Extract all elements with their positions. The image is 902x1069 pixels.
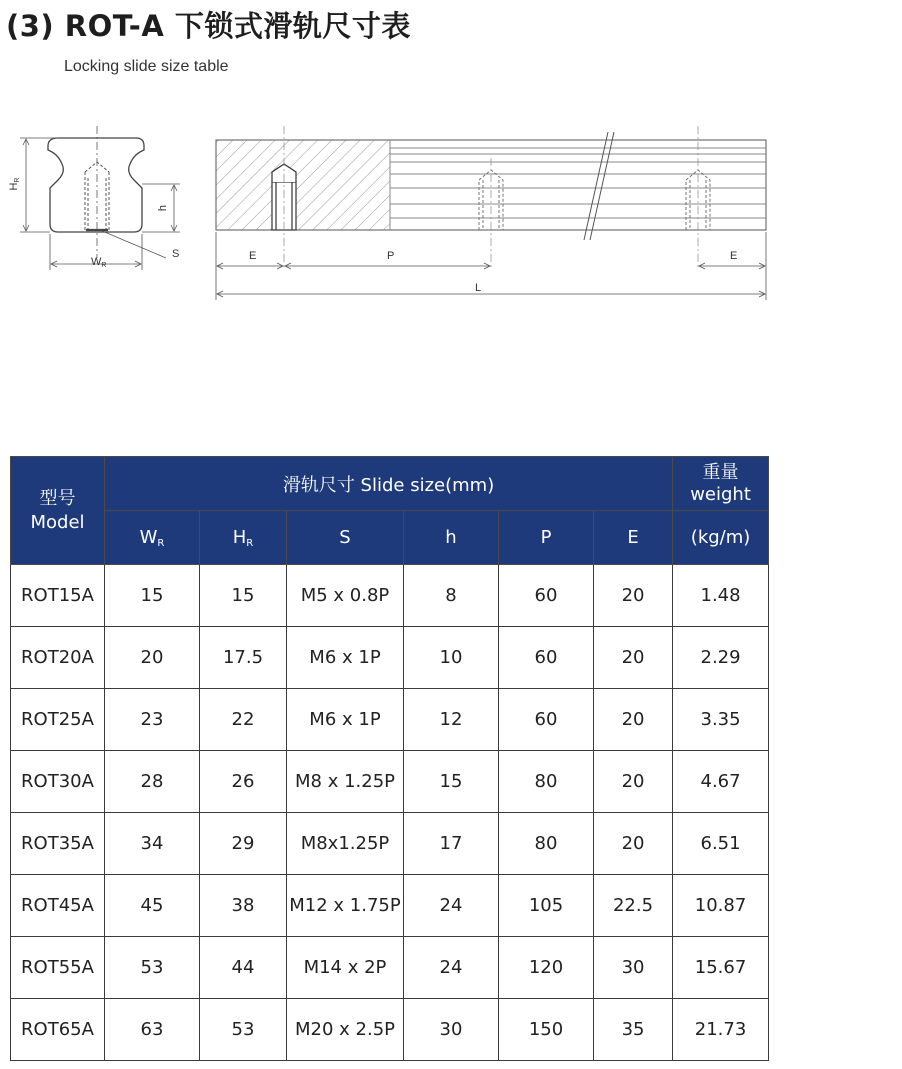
cell-wr: 20 [105,627,200,689]
cell-p: 60 [499,627,594,689]
slide-size-header: 滑轨尺寸 Slide size(mm) [105,457,673,511]
cell-e: 20 [594,751,673,813]
p-label: P [387,250,395,262]
cell-model: ROT30A [11,751,105,813]
col-header-hr: $H_R$ [200,511,287,565]
cell-e: 35 [594,999,673,1061]
wr-label: WR [91,256,107,269]
cell-s: M20 x 2.5P [287,999,404,1061]
l-label: L [475,282,482,294]
cell-p: 120 [499,937,594,999]
cell-weight: 4.67 [673,751,769,813]
cell-wr: 15 [105,565,200,627]
cell-model: ROT65A [11,999,105,1061]
col-header-p: P [499,511,594,565]
table-row [11,751,769,813]
table-subheader-row [11,511,769,565]
cell-hr: 22 [200,689,287,751]
table-row [11,627,769,689]
cell-s: M12 x 1.75P [287,875,404,937]
cell-hr: 26 [200,751,287,813]
cell-p: 60 [499,565,594,627]
cell-p: 60 [499,689,594,751]
cell-model: ROT35A [11,813,105,875]
cell-wr: 23 [105,689,200,751]
cell-e: 20 [594,689,673,751]
col-header-e: E [594,511,673,565]
weight-header: 重量 weight [673,457,769,511]
cell-e: 20 [594,813,673,875]
cell-s: M5 x 0.8P [287,565,404,627]
table-row [11,565,769,627]
col-header-wr: $W_R$ [105,511,200,565]
e-left-label: E [249,250,257,262]
cross-section-dimensions [20,138,180,270]
cell-wr: 63 [105,999,200,1061]
cell-wr: 34 [105,813,200,875]
page-title: (3) ROT-A 下锁式滑轨尺寸表 [6,9,411,43]
cell-weight: 21.73 [673,999,769,1061]
cell-weight: 10.87 [673,875,769,937]
table-header-row [11,457,769,511]
cell-e: 20 [594,565,673,627]
h-label: h [157,204,169,212]
cell-hr: 44 [200,937,287,999]
table-row [11,813,769,875]
cell-hr: 17.5 [200,627,287,689]
table-row [11,875,769,937]
cell-weight: 1.48 [673,565,769,627]
cell-e: 30 [594,937,673,999]
cell-weight: 6.51 [673,813,769,875]
cell-e: 22.5 [594,875,673,937]
cell-s: M6 x 1P [287,627,404,689]
model-header: 型号 Model [11,457,105,565]
cell-h: 8 [404,565,499,627]
cell-model: ROT55A [11,937,105,999]
cell-weight: 3.35 [673,689,769,751]
e-right-label: E [730,250,738,262]
cell-h: 10 [404,627,499,689]
cell-hr: 15 [200,565,287,627]
cell-s: M6 x 1P [287,689,404,751]
technical-drawing [0,118,780,308]
s-label: S [172,248,180,260]
cell-p: 80 [499,813,594,875]
col-header-s: S [287,511,404,565]
hr-label: HR [8,177,21,191]
table-row [11,999,769,1061]
col-header-weight-unit: (kg/m) [673,511,769,565]
cell-h: 17 [404,813,499,875]
cell-weight: 2.29 [673,627,769,689]
cell-model: ROT25A [11,689,105,751]
cell-hr: 53 [200,999,287,1061]
cell-p: 150 [499,999,594,1061]
cell-s: M8x1.25P [287,813,404,875]
cell-model: ROT45A [11,875,105,937]
col-header-h: h [404,511,499,565]
cell-h: 15 [404,751,499,813]
cell-wr: 53 [105,937,200,999]
cell-p: 105 [499,875,594,937]
page-subtitle: Locking slide size table [64,58,229,75]
rail-cross-section [48,126,144,258]
cell-wr: 28 [105,751,200,813]
table-row [11,689,769,751]
cell-wr: 45 [105,875,200,937]
cell-weight: 15.67 [673,937,769,999]
cell-model: ROT15A [11,565,105,627]
cell-s: M14 x 2P [287,937,404,999]
cell-e: 20 [594,627,673,689]
table-row [11,937,769,999]
cell-h: 30 [404,999,499,1061]
cell-h: 24 [404,875,499,937]
cell-h: 24 [404,937,499,999]
cell-s: M8 x 1.25P [287,751,404,813]
rail-side-view [216,126,766,268]
cell-p: 80 [499,751,594,813]
size-table [10,456,769,1061]
cell-hr: 38 [200,875,287,937]
cell-hr: 29 [200,813,287,875]
cell-model: ROT20A [11,627,105,689]
cell-h: 12 [404,689,499,751]
